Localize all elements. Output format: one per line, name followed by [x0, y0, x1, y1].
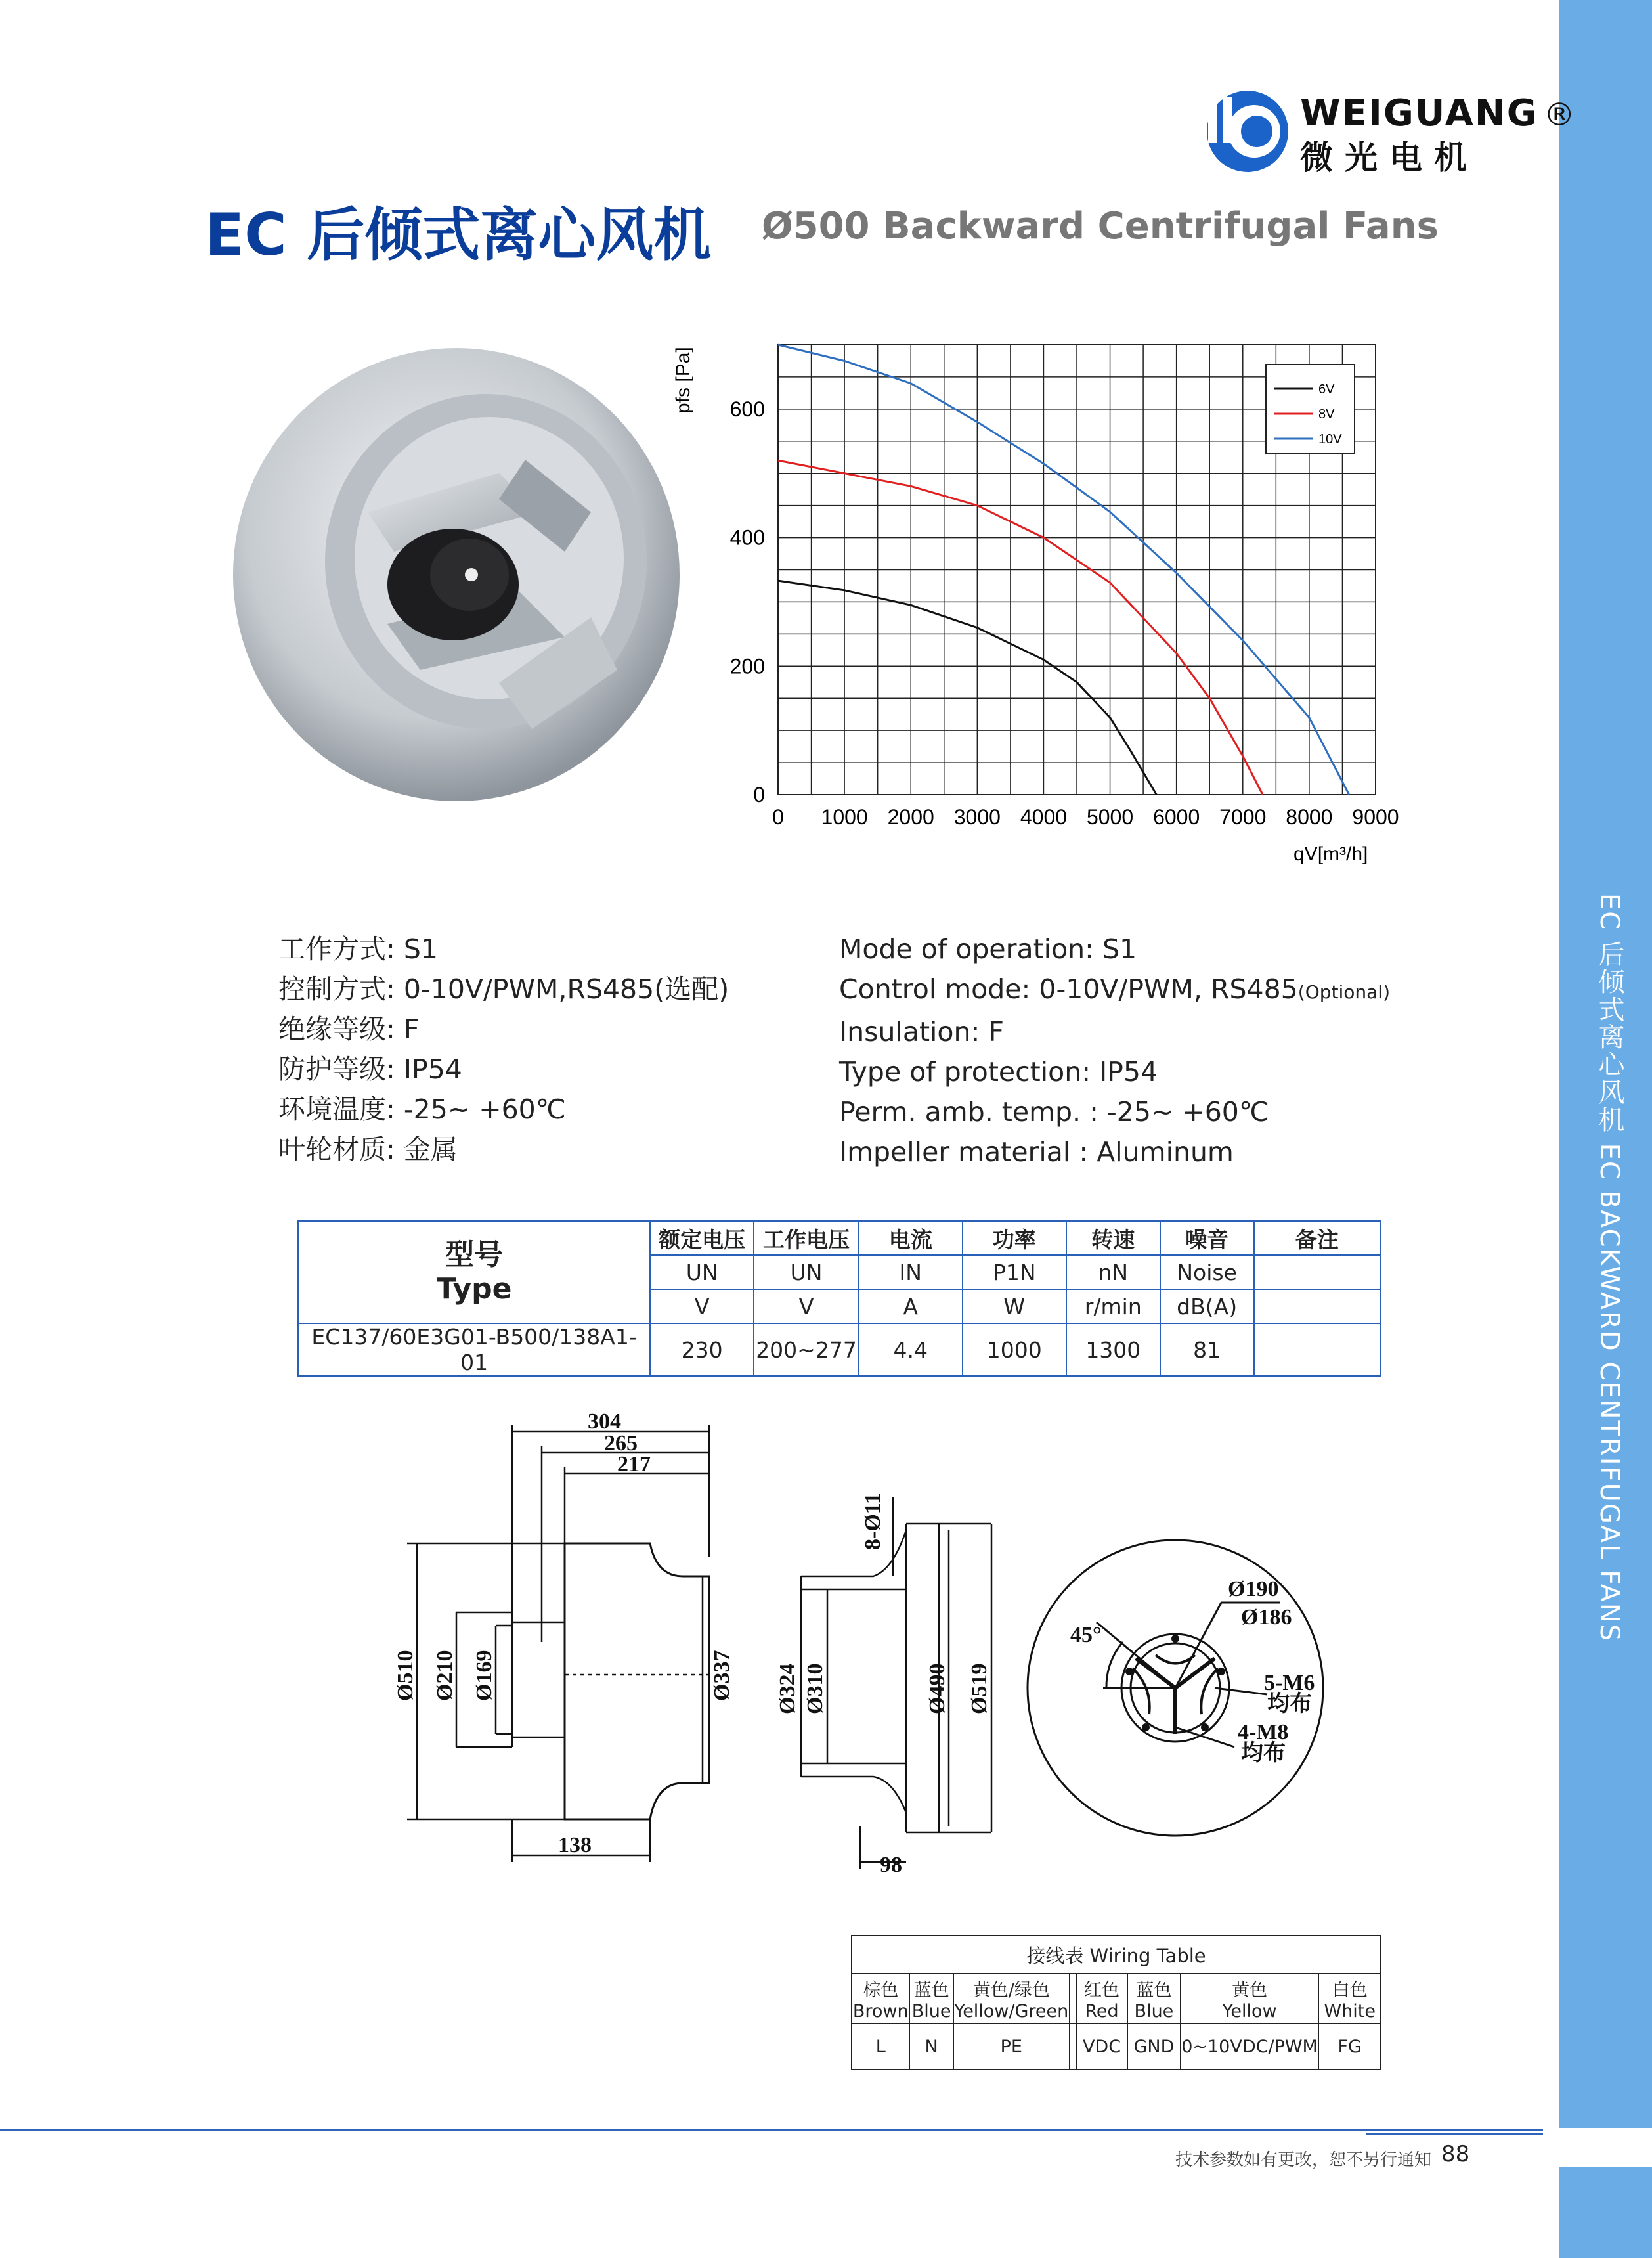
dim-label: Ø490	[925, 1663, 949, 1714]
chart-xtick-label: 8000	[1286, 805, 1333, 829]
dim-label: 304	[588, 1409, 621, 1434]
wiring-cell: L	[852, 2024, 909, 2070]
wiring-header: 黄色/绿色 Yellow/Green	[953, 1974, 1070, 2024]
footer-divider-accent	[1366, 2133, 1543, 2135]
table-cell-type: EC137/60E3G01-B500/138A1-01	[298, 1323, 650, 1376]
wiring-header: 蓝色 Blue	[909, 1974, 953, 2024]
table-cell: 200~277	[754, 1323, 859, 1376]
type-table	[297, 1220, 1381, 1377]
sidebar-title: EC 后倾式离心风机 EC BACKWARD CENTRIFUGAL FANS	[1594, 893, 1624, 1643]
chart-ylabel: pfs [Pa]	[672, 347, 694, 414]
table-unit: V	[650, 1289, 754, 1323]
chart-ytick-label: 400	[729, 525, 765, 550]
spec-en-row: Impeller material : Aluminum	[839, 1136, 1234, 1168]
table-cell: 1300	[1066, 1323, 1160, 1376]
wiring-cell: 0~10VDC/PWM	[1181, 2024, 1319, 2070]
dim-label: 8-Ø11	[861, 1493, 885, 1550]
wiring-cell: GND	[1127, 2024, 1180, 2070]
brand-name-cn: 微光电机	[1300, 139, 1479, 177]
wiring-header: 黄色 Yellow	[1181, 1974, 1319, 2024]
table-header: 额定电压	[650, 1221, 754, 1255]
chart-xtick-label: 7000	[1219, 805, 1267, 829]
dim-label: 265	[604, 1431, 638, 1455]
wiring-header: 白色 White	[1318, 1974, 1381, 2024]
performance-chart	[663, 328, 1425, 880]
table-header: 噪音	[1160, 1221, 1254, 1255]
table-symbol: P1N	[963, 1255, 1066, 1289]
chart-xtick-label: 9000	[1352, 805, 1399, 829]
chart-xtick-label: 6000	[1153, 805, 1200, 829]
chart-ytick-label: 600	[729, 397, 765, 421]
dim-label: Ø324	[775, 1663, 800, 1714]
wiring-table	[851, 1935, 1381, 2070]
footer-note: 技术参数如有更改，恕不另行通知	[1175, 2150, 1432, 2170]
chart-xtick-label: 3000	[953, 805, 1001, 829]
spec-cn-row: 工作方式: S1	[278, 933, 438, 965]
wiring-header: 红色 Red	[1076, 1974, 1127, 2024]
spec-cn-row: 叶轮材质: 金属	[278, 1134, 458, 1165]
wiring-header: 蓝色 Blue	[1127, 1974, 1180, 2024]
table-cell: 4.4	[859, 1323, 963, 1376]
table-cell	[1254, 1323, 1380, 1376]
sidebar-gap	[1559, 2128, 1652, 2167]
chart-xlabel: qV[m³/h]	[1293, 843, 1368, 865]
table-unit: dB(A)	[1160, 1289, 1254, 1323]
chart-legend-label: 6V	[1318, 382, 1335, 397]
dim-label: 均布	[1241, 1741, 1286, 1765]
wiring-table-title: 接线表 Wiring Table	[852, 1936, 1381, 1974]
spec-en-row: Type of protection: IP54	[839, 1056, 1158, 1088]
spec-cn-row: 环境温度: -25~ +60℃	[278, 1094, 566, 1125]
spec-en-row: Mode of operation: S1	[839, 933, 1137, 965]
chart-legend	[1266, 365, 1355, 453]
wiring-cell: PE	[953, 2024, 1070, 2070]
spec-en-row: Insulation: F	[839, 1016, 1004, 1048]
spec-cn-row: 绝缘等级: F	[278, 1013, 420, 1045]
chart-ytick-label: 0	[753, 783, 765, 807]
chart-xtick-label: 1000	[821, 805, 868, 829]
table-cell: 81	[1160, 1323, 1254, 1376]
fan-product-photo	[223, 342, 696, 814]
table-header: 转速	[1066, 1221, 1160, 1255]
table-header: 电流	[859, 1221, 963, 1255]
chart-xtick-label: 4000	[1020, 805, 1068, 829]
spec-cn-row: 防护等级: IP54	[278, 1053, 462, 1085]
side-view-drawing	[381, 1406, 749, 1878]
dim-label: Ø210	[433, 1650, 457, 1701]
table-unit: W	[963, 1289, 1066, 1323]
table-unit	[1254, 1289, 1380, 1323]
footer-divider	[0, 2129, 1543, 2131]
spec-en-row: Control mode: 0-10V/PWM, RS485(Optional)	[839, 973, 1390, 1005]
table-symbol: nN	[1066, 1255, 1160, 1289]
dim-label: Ø310	[803, 1663, 827, 1714]
dim-label: 5-M6	[1264, 1671, 1315, 1695]
dim-label: Ø519	[967, 1663, 991, 1714]
table-row	[298, 1323, 1380, 1376]
specs-cn	[278, 929, 729, 1170]
table-unit: r/min	[1066, 1289, 1160, 1323]
dim-label: Ø510	[393, 1650, 418, 1701]
table-symbol: Noise	[1160, 1255, 1254, 1289]
weiguang-logo-icon	[1202, 85, 1293, 177]
table-unit: A	[859, 1289, 963, 1323]
chart-xtick-label: 2000	[887, 805, 934, 829]
table-cell: 230	[650, 1323, 754, 1376]
section-view-drawing	[775, 1484, 1018, 1878]
page-number: 88	[1441, 2141, 1470, 2167]
page-title: EC 后倾式离心风机	[205, 201, 712, 269]
dim-label: Ø169	[472, 1650, 496, 1701]
chart-xtick-label: 0	[772, 805, 784, 829]
wiring-cell: VDC	[1076, 2024, 1127, 2070]
dim-label: 均布	[1267, 1692, 1312, 1716]
dim-label: 217	[617, 1452, 651, 1476]
type-header: 型号 Type	[298, 1221, 650, 1323]
front-view-drawing	[1018, 1530, 1333, 1846]
dim-label: Ø186	[1241, 1605, 1292, 1629]
spec-cn-row: 控制方式: 0-10V/PWM,RS485(选配)	[278, 973, 729, 1005]
chart-xtick-label: 5000	[1086, 805, 1134, 829]
chart-legend-label: 8V	[1318, 407, 1335, 422]
table-symbol: UN	[754, 1255, 859, 1289]
dim-label: 4-M8	[1238, 1720, 1289, 1744]
dim-label: Ø337	[710, 1650, 734, 1701]
chart-ytick-label: 200	[729, 654, 765, 678]
table-unit: V	[754, 1289, 859, 1323]
brand-name: WEIGUANG ®	[1300, 92, 1576, 135]
table-cell: 1000	[963, 1323, 1066, 1376]
table-symbol	[1254, 1255, 1380, 1289]
dim-label: 138	[558, 1833, 592, 1857]
spec-en-row: Perm. amb. temp. : -25~ +60℃	[839, 1096, 1269, 1128]
wiring-cell: N	[909, 2024, 953, 2070]
dim-label: Ø190	[1228, 1577, 1279, 1601]
dim-label: 45°	[1070, 1623, 1102, 1647]
chart-legend-label: 10V	[1318, 432, 1342, 447]
table-header: 备注	[1254, 1221, 1380, 1255]
chart-series-line-8V	[778, 460, 1263, 795]
page-subtitle: Ø500 Backward Centrifugal Fans	[762, 205, 1439, 248]
wiring-header: 棕色 Brown	[852, 1974, 909, 2024]
wiring-cell: FG	[1318, 2024, 1381, 2070]
specs-en	[839, 929, 1390, 1172]
table-symbol: IN	[859, 1255, 963, 1289]
table-symbol: UN	[650, 1255, 754, 1289]
table-header: 工作电压	[754, 1221, 859, 1255]
dim-label: 98	[880, 1853, 902, 1877]
table-header: 功率	[963, 1221, 1066, 1255]
